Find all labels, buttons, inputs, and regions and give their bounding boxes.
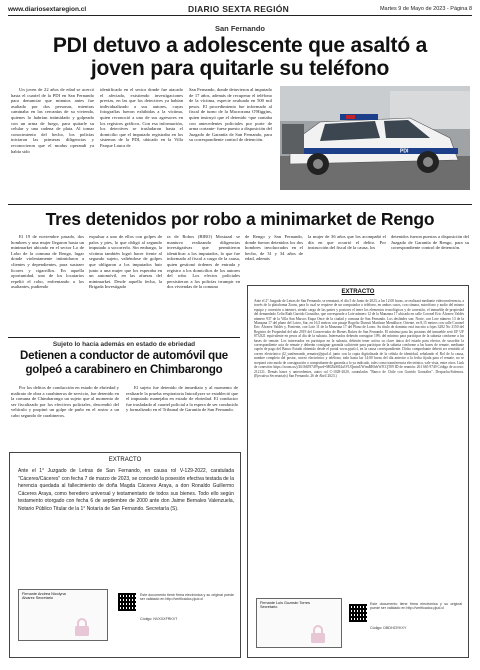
extracto-remate-title: EXTRACTO xyxy=(341,289,375,295)
extracto-remate xyxy=(247,285,469,658)
police-car-illustration xyxy=(280,86,470,190)
extracto-posesion xyxy=(9,452,241,658)
section-rule-2 xyxy=(8,337,240,338)
story1-col2: identificado en el sector donde fue atacado el afectado, existiendo investigaciones previas, en las que los detectives ya habían individualizado a sus autores, cuyas fotografías fueron exhibidas a la víctima, quien reconoció a uno de sus agresores en los registros gráficos. Con esa información, los detectives se trasladaron hasta el domicilio que el imputado registraba en los sistemas de la PDI, ubicado en la Villa Parque Lauca de xyxy=(100,87,183,148)
extracto-posesion-seal-text: Este documento tiene firma electrónica y su original puede ser validado en http://verificadoc.pjud.cl xyxy=(140,593,234,602)
extracto-posesion-signer: Firmante Andrea Nicolyna Alvarez Secretario xyxy=(22,592,66,600)
extracto-posesion-qr xyxy=(118,593,136,611)
story2-col2: expulsar a uno de ellos con golpes de palos y pies, lo que obligó al segundo imputado a socorrerlo. Sin embargo, la víctima también logró hacer frente al segundo sujeto, valiéndose de golpes que obligaron a los imputados huir junto a una mujer que los esperaba en un automóvil, en las afueras del minimarket. Desde aquella fecha, la Brigada Investigado xyxy=(89,234,162,290)
story3-col2: El sujeto fue detenido de inmediato y al momento de realizarle la prueba respiratoria Intoxilyzer se estableció que el imputado manejaba en estado de ebriedad. El conductor fue trasladado al cuartel policial a la espera de ser conducido y formalizado en el Tribunal de Garantía de San Fernando. xyxy=(126,385,238,413)
story1-kicker: San Fernando xyxy=(214,24,265,33)
extracto-posesion-signature xyxy=(18,589,108,641)
lock-seal-icon xyxy=(307,623,329,645)
story3-col1: Por los delitos de conducción en estado de ebriedad y maltrato de obra a carabineros de servicio, fue detenido en la comuna de Chimbarongo un sujeto que al momento de ser fiscalizado por los efectivos policiales, descendió del vehículo y propinó un golpe de puño en el rostro a un cabo segundo de carabineros. xyxy=(11,385,119,418)
site-url: www.diariosextaregion.cl xyxy=(8,6,87,13)
header-rule xyxy=(8,15,472,16)
story3-headline-2: golpeó a carabinero en Chimbarongo xyxy=(25,364,223,376)
story3-kicker: Sujeto lo hacía además en estado de ebriedad xyxy=(52,341,196,348)
svg-text:PDI: PDI xyxy=(400,148,409,155)
story1-headline-2: joven para quitarle su teléfono xyxy=(90,57,390,80)
story1-col3: San Fernando, donde detuvieron al imputado de 17 años, además de recuperar el teléfono de la víctima, especie avaluada en 500 mil pesos. El procedimiento fue informado al fiscal de turno de la Macrozona O'Higgins, quien instruyó que el detenido -que contaba con antecedentes policiales por porte de arma cortante- fuese puesto a disposición del Juzgado de Garantía de San Fernando, para su correspondiente control de detención. xyxy=(189,87,272,143)
extracto-remate-signature xyxy=(256,598,342,648)
story1-col1: Un joven de 22 años de edad se acercó hasta el cuartel de la PDI en San Fernando para denunciar que minutos antes fue asaltado por dos personas, mientras caminaba en las cercanías de su vivienda, quienes lo habrían intimidado y golpeado con un arma de fuego, para quitarle su celular y una cadena de plata. Al tomar conocimiento del hecho, los policías iniciaron las primeras diligencias y reconocieron que el modus operandi ya había sido xyxy=(11,87,94,154)
story2-col4: de Rengo y San Fernando, donde fueron detenidos los dos hombres involucrados en el hecho, de 31 y 34 años de edad, además xyxy=(245,234,303,262)
extracto-remate-body: Ante el 2° Juzgado de Letras de San Fernando, se rematará, el día 5 de Junio de 2023, a las 12:00 horas, se realizará mediante videoconferencia, a través de la plataforma Zoom, para lo cual se requiere de un computador o teléfono, en ambos casos, con cámara, micrófono y audio del mismo equipo y conexión a internet, siendo carga de las partes y postores el tener los elementos tecnológicos y de conexión, el inmueble de propiedad del demandado Celia Ruth Garrido González, que corresponde a Lote número 12 de la Manzana 17 ubicado en calle Coronel Eric Álvarez Valdés número 937 de la Villa San Marcos Etapa Once de la ciudad y comuna de San Fernando. Los deslindes son: Norte, con Lote número 13 de la Manzana 17 del plano del Loteo, Sur, en 16,5 metros con pasaje Rogelio Durruti Martínez Mendiluce; Oriente, en 8,15 metros con calle Coronel Eric Álvarez Valdés y, Poniente, con Lote 11 de la Manzana 17 del Plano de Loteo. Su título de dominio está inscrito a fojas 3282 No 3150 del Registro de Propiedad del año 2019 del Conservador de Bienes Raíces de San Fernando. El mínimo para las posturas del inmueble será UF UF 873,821 equivalente en pesos al día de la subasta. Interesados deberán consignar 10% del mínimo para participar de la subasta conforme a las bases de remate. Los interesados en participar en la subasta, deberán tener activa su clave única del estado para efectos de suscribir la correspondiente acta de remate y deberán consignar garantía suficiente para participar de la subasta conforme a las bases de remate, mediante cupón de pago del Banco Estado obtenido desde el portal www.pjud.cl, en la causa correspondiente. Dicho comprobante deberá ser remitido al correo electrónico jl2_sanfernando_remates@pjud.cl junto con la copia digitalizada de la cédula de identidad, señalando el Rol de la causa, nombre completo del postor, correo electrónico y teléfono, todo hasta las 14:00 horas del día anterior a la fecha fijada para el remate, no se aceptará otro modo de consignación o comprobante de garantía a lo ya indicado, tales como transferencia electrónica, vale vista, entre otros. Link de conexión: https://zoom.us/j/2616659749?pwd=M0ZkS0I4a3VUQmtnUWtmRHlvbWJCQT09 ID de reunión: 261 665 9749 Código de acceso: 212121. Demás bases y antecedentes, autos rol C-1028-2020, caratulados "Banco de Chile con Garrido González". Despacho/Solemos. (Ejecutiva Secretaria(s) San Fernando, 26 de Abril 2023.) xyxy=(254,299,464,378)
story3-headline-1: Detienen a conductor de automóvil que xyxy=(20,350,228,362)
extracto-remate-qr xyxy=(349,604,367,622)
extracto-posesion-code: Código: NVXXXFRKVT xyxy=(140,617,178,621)
story2-headline: Tres detenidos por robo a minimarket de Rengo xyxy=(45,209,435,229)
extracto-posesion-title: EXTRACTO xyxy=(108,457,142,463)
story2-col1: El 19 de noviembre pasado, dos hombres y una mujer llegaron hasta un minimarket ubicado en el sector Lo de Lobo de la comuna de Rengo, lugar donde violentamente intimidaron a clientes y dependientes, para sustraer licores y cigarrillos. En aquella oportunidad, uno de los locatarios repelió el robo, enfrentando a los asaltantes, pudiendo xyxy=(11,234,84,290)
extracto-posesion-body: Ante el 1° Juzgado de Letras de San Fernando, en causa rol V-129-2022, caratulada "Cáceres/Cáceres" con fecha 7 de marzo de 2023, se concedió la posesión efectiva testada de la herencia quedada al fallecimiento de doña Magda Cáceres Araya, a don Ronaldo Guillermo Cáceres Araya, como heredero universal y testamentario de todos sus bienes. Todo ello según testamento otorgado con fecha 6 de septiembre de 2000 ante don Jaime Bernales Valenzuela, Notario Público Titular de la 1° Notaría de San Fernando. Secretaría (S). xyxy=(18,468,234,512)
paper-name: DIARIO SEXTA REGIÓN xyxy=(188,4,290,14)
section-rule-1 xyxy=(8,204,472,205)
lock-seal-icon xyxy=(71,616,93,638)
story2-col6: detenidos fueron puestos a disposición del Juzgado de Garantía de Rengo, para su correspondiente control de detención. xyxy=(391,234,469,251)
extracto-remate-signer: Firmante Luis Guzmán Torres Secretario xyxy=(260,601,310,609)
date-page: Martes 9 de Mayo de 2023 - Página 8 xyxy=(379,6,472,12)
story2-col5: la mujer de 36 años que los acompañó el día en que ocurrió el delito. Por instrucción del fiscal de la causa, los xyxy=(308,234,386,251)
story2-col3: ra de Robos (BIRO) Mostazal se mantuvo realizando diligencias investigativas que permitieron identificar a los imputados, lo que fue informado al fiscal a cargo de la causa, quien gestionó órdenes de entrada y registro a los domicilios de los autores del robo. Los efectos policiales persistieron a los policías irrumpir en dos viviendas de la comuna xyxy=(167,234,240,290)
extracto-remate-code: Código: DBDHZIYKXY xyxy=(370,626,407,630)
extracto-remate-seal-text: Este documento tiene firma electrónica y su original puede ser validado en http://verificadoc.pjud.cl xyxy=(370,602,462,611)
story1-photo xyxy=(280,86,470,190)
story1-headline-1: PDI detuvo a adolescente que asaltó a xyxy=(52,34,428,57)
